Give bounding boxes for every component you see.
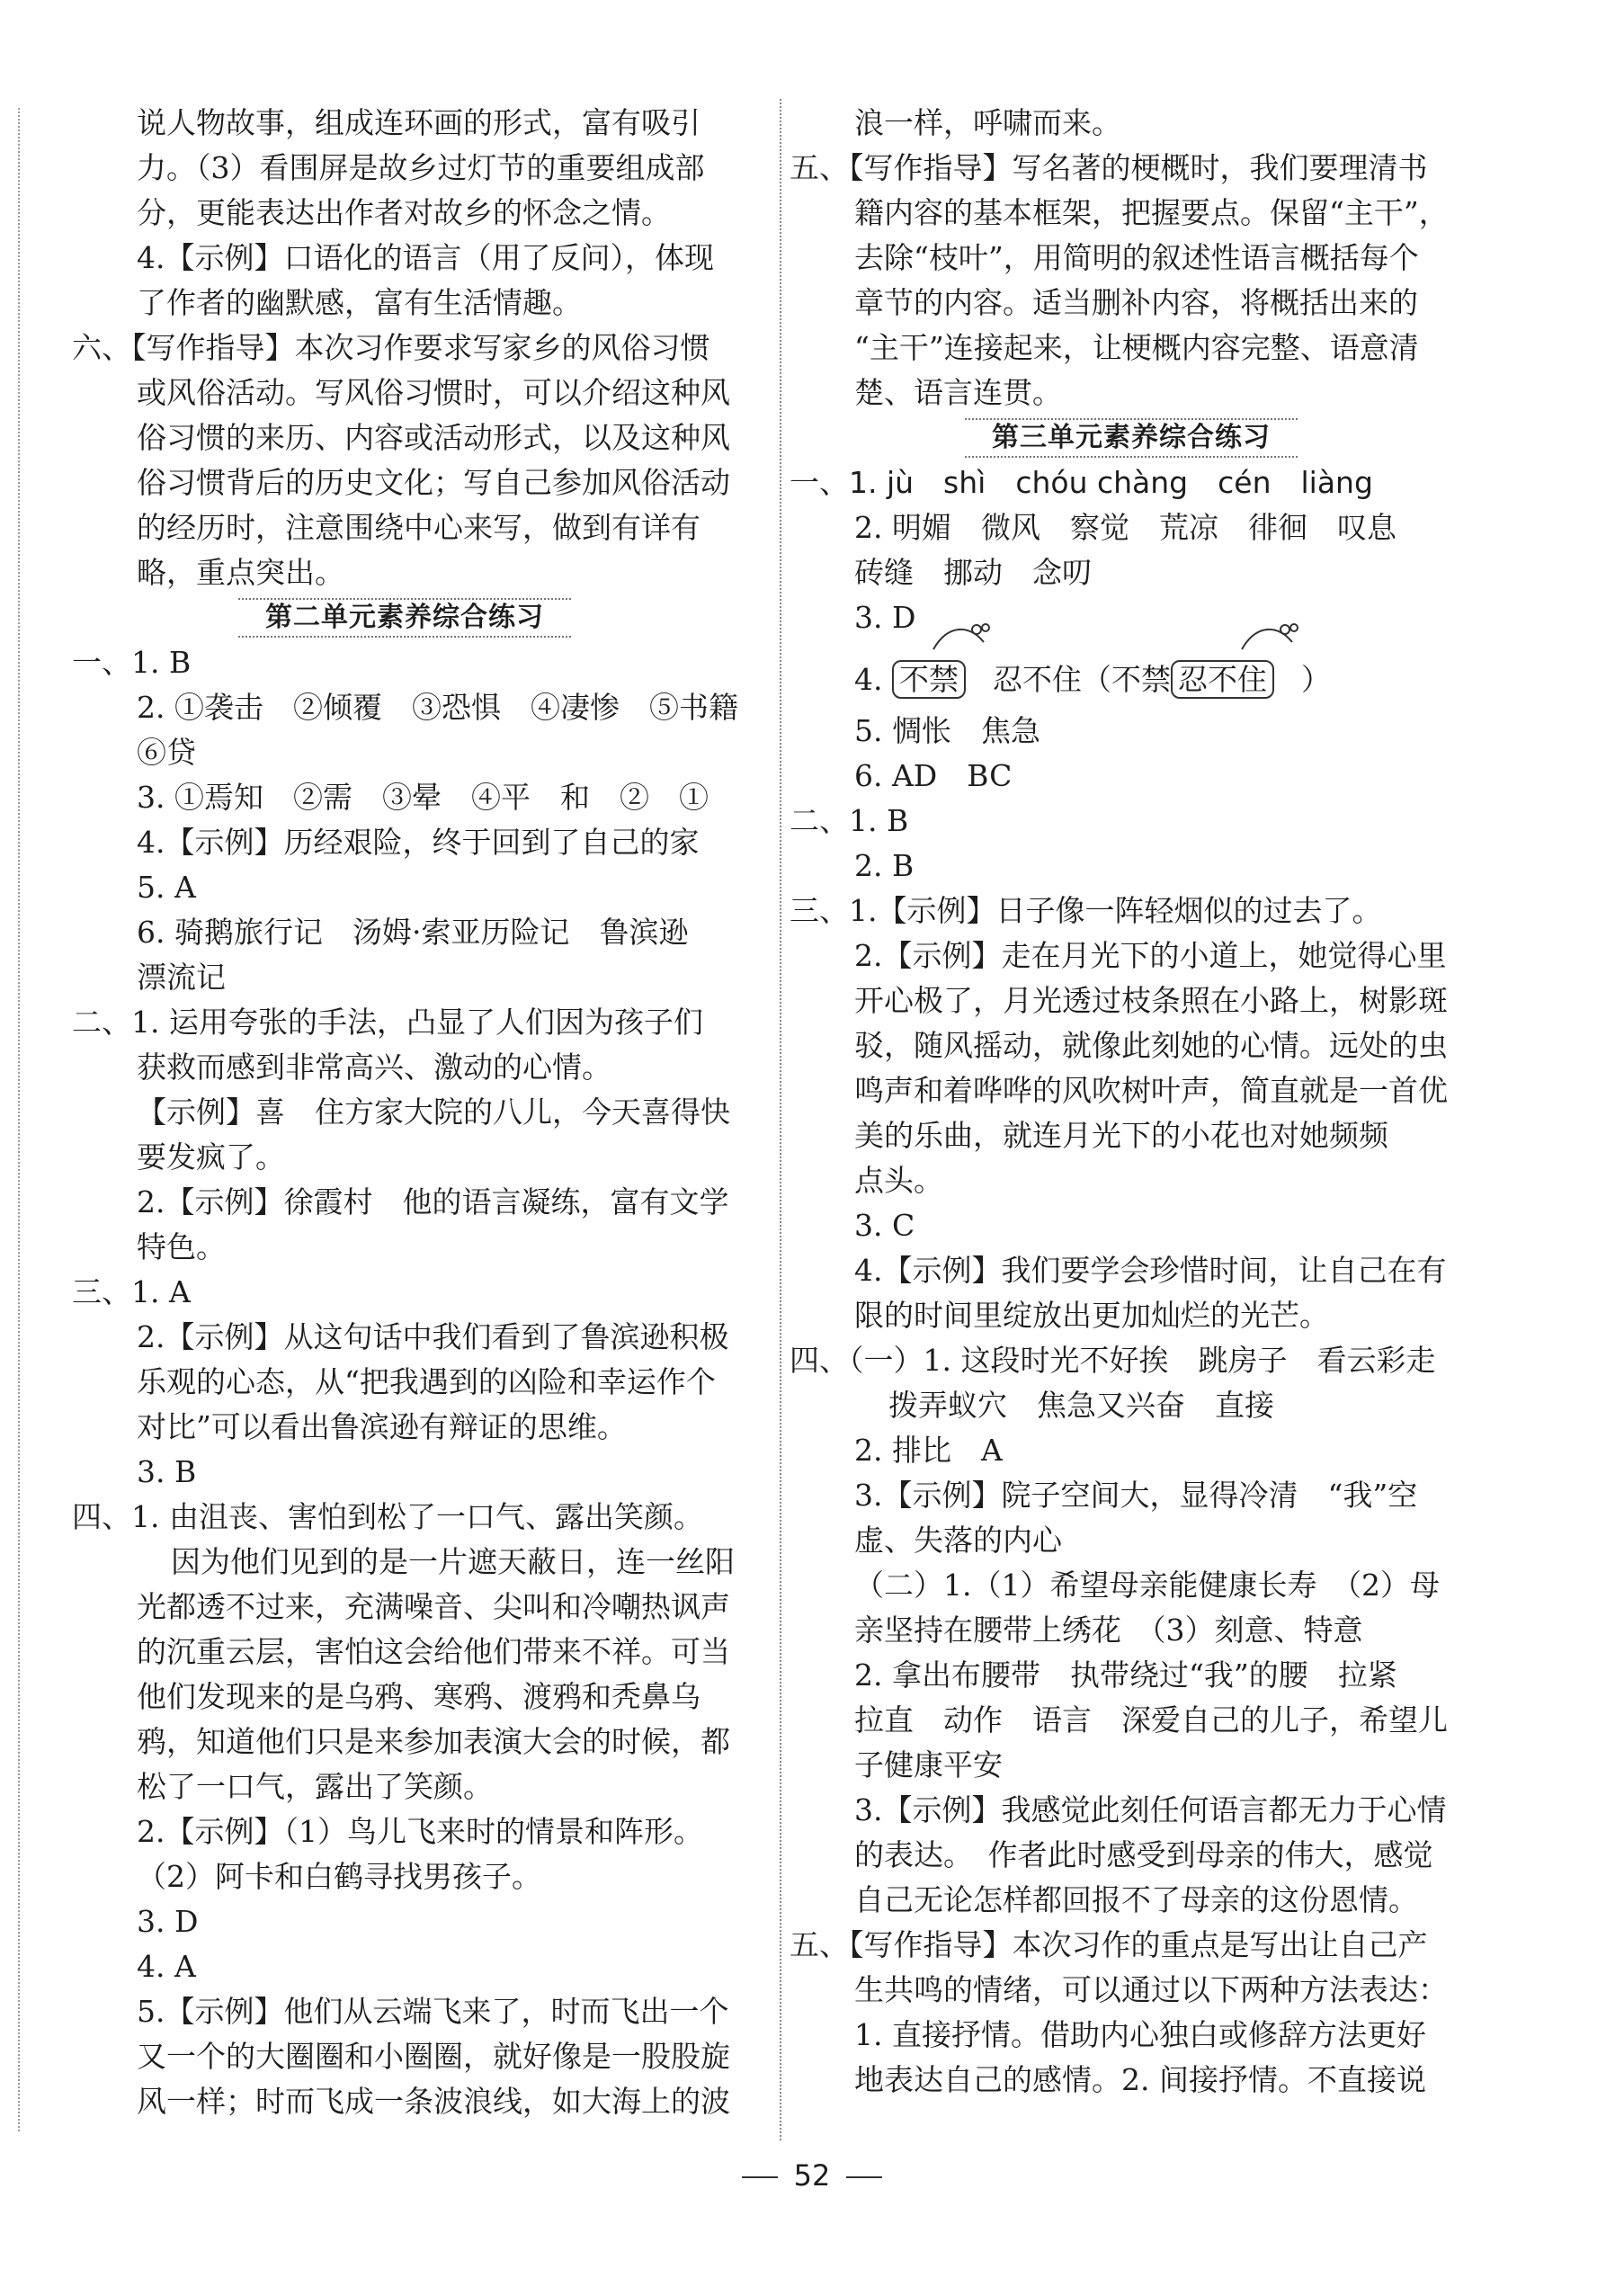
text-line: 6. 骑鹅旅行记 汤姆·索亚历险记 鲁滨逊 xyxy=(137,915,689,950)
item-text: 忍不住（不禁 xyxy=(993,662,1171,697)
text-line: 虚、失落的内心 xyxy=(854,1523,1062,1558)
boxed-word: 忍不住 xyxy=(1171,660,1274,699)
page-number: 52 xyxy=(793,2158,831,2193)
text-line: 5. 惆怅 焦急 xyxy=(854,713,1040,748)
text-line: 力。（3）看围屏是故乡过灯节的重要组成部 xyxy=(137,150,705,185)
text-line: 2.【示例】（1）鸟儿飞来时的情景和阵形。 xyxy=(137,1814,703,1849)
text-line: 2.【示例】徐霞村 他的语言凝练，富有文学 xyxy=(137,1184,729,1219)
text-line: 3.【示例】我感觉此刻任何语言都无力于心情 xyxy=(854,1792,1447,1827)
text-line: 地表达自己的感情。2. 间接抒情。不直接说 xyxy=(854,2062,1426,2097)
text-line: 6. AD BC xyxy=(854,758,1013,793)
text-line: （二）1.（1）希望母亲能健康长寿 （2）母 xyxy=(854,1568,1440,1603)
swap-mark-icon xyxy=(930,621,993,653)
right-column xyxy=(790,101,1473,2103)
text-line: 点头。 xyxy=(854,1163,943,1198)
text-line: 2. 拿出布腰带 执带绕过“我”的腰 拉紧 xyxy=(854,1657,1397,1693)
text-line: 风一样；时而飞成一条波浪线，如大海上的波 xyxy=(137,2084,730,2119)
correction-item xyxy=(790,651,1473,709)
text-line: 1. 直接抒情。借助内心独白或修辞方法更好 xyxy=(854,2017,1426,2052)
text-line: 五、【写作指导】本次习作的重点是写出让自己产 xyxy=(790,1927,1428,1962)
text-line: 获救而感到非常高兴、激动的心情。 xyxy=(137,1050,611,1085)
text-line: 要发疯了。 xyxy=(137,1139,285,1175)
text-line: （2）阿卡和白鹤寻找男孩子。 xyxy=(137,1859,541,1894)
text-line: 或风俗活动。写风俗习惯时，可以介绍这种风 xyxy=(137,375,730,410)
text-line: 光都透不过来，充满噪音、尖叫和冷嘲热讽声 xyxy=(137,1589,730,1624)
text-line: 去除“枝叶”，用简明的叙述性语言概括每个 xyxy=(854,240,1419,275)
text-line: 4.【示例】口语化的语言（用了反问），体现 xyxy=(137,240,714,275)
text-line: 砖缝 挪动 念叨 xyxy=(854,555,1092,590)
text-line: 5.【示例】他们从云端飞来了，时而飞出一个 xyxy=(137,1994,729,2029)
text-line: 4. A xyxy=(137,1949,196,1984)
text-line: 拉直 动作 语言 深爱自己的儿子，希望儿 xyxy=(854,1702,1448,1737)
item-text: ） xyxy=(1301,662,1331,697)
text-line: 二、1. 运用夸张的手法，凸显了人们因为孩子们 xyxy=(72,1005,703,1040)
column-separator xyxy=(780,99,781,2140)
text-line: 亲坚持在腰带上绣花 （3）刻意、特意 xyxy=(854,1612,1363,1648)
text-line: 2.【示例】走在月光下的小道上，她觉得心里 xyxy=(854,938,1447,973)
text-line: 限的时间里绽放出更加灿烂的光芒。 xyxy=(854,1298,1329,1333)
section-heading-unit-3: 第三单元素养综合练习 xyxy=(790,415,1473,460)
page-footer xyxy=(0,2158,1624,2193)
footer-rule xyxy=(846,2176,882,2178)
text-line: 的经历时，注意围绕中心来写，做到有详有 xyxy=(137,510,700,545)
text-line: 俗习惯的来历、内容或活动形式，以及这种风 xyxy=(137,420,730,455)
text-line: 五、【写作指导】写名著的梗概时，我们要理清书 xyxy=(790,150,1428,185)
text-line: 一、1. jù shì chóu chàng cén liàng xyxy=(790,465,1373,500)
text-line: 5. A xyxy=(137,870,196,905)
text-line: 三、1.【示例】日子像一阵轻烟似的过去了。 xyxy=(790,893,1382,928)
text-line: 3. ①焉知 ②需 ③晕 ④平 和 ② ① xyxy=(137,780,709,815)
text-line: 二、1. B xyxy=(790,803,909,838)
text-line: 美的乐曲，就连月光下的小花也对她频频 xyxy=(854,1118,1388,1153)
text-line: 籍内容的基本框架，把握要点。保留“主干”， xyxy=(854,195,1449,230)
text-line: 楚、语言连贯。 xyxy=(854,375,1062,410)
text-line: 略，重点突出。 xyxy=(137,555,344,590)
text-line: 驳，随风摇动，就像此刻她的心情。远处的虫 xyxy=(854,1028,1448,1063)
text-line: 三、1. A xyxy=(72,1274,191,1309)
text-line: 3. D xyxy=(137,1904,199,1939)
text-line: 又一个的大圈圈和小圈圈，就好像是一股股旋 xyxy=(137,2039,730,2074)
text-line: ⑥贷 xyxy=(137,735,196,770)
text-line: 2. ①袭击 ②倾覆 ③恐惧 ④凄惨 ⑤书籍 xyxy=(137,690,738,725)
left-margin-rule xyxy=(18,108,20,2131)
boxed-word: 不禁 xyxy=(892,660,966,699)
text-line: 特色。 xyxy=(137,1229,226,1264)
text-line: 因为他们见到的是一片遮天蔽日，连一丝阳 xyxy=(171,1544,735,1579)
footer-rule xyxy=(742,2176,778,2178)
text-line: 鸦，知道他们只是来参加表演大会的时候，都 xyxy=(137,1724,730,1759)
text-line: 2. 排比 A xyxy=(854,1433,1003,1468)
text-line: 一、1. B xyxy=(72,645,192,680)
text-line: 2. B xyxy=(854,848,915,883)
text-line: 开心极了，月光透过枝条照在小路上，树影斑 xyxy=(854,983,1448,1018)
text-line: 分，更能表达出作者对故乡的怀念之情。 xyxy=(137,195,671,230)
text-line: 他们发现来的是乌鸦、寒鸦、渡鸦和秃鼻乌 xyxy=(137,1679,700,1714)
text-line: 拨弄蚁穴 焦急又兴奋 直接 xyxy=(888,1388,1274,1423)
swap-mark-icon xyxy=(1238,621,1301,653)
text-line: 四、1. 由沮丧、害怕到松了一口气、露出笑颜。 xyxy=(72,1499,703,1534)
text-line: 子健康平安 xyxy=(854,1747,1003,1782)
text-line: “主干”连接起来，让梗概内容完整、语意清 xyxy=(854,330,1419,365)
text-line: 俗习惯背后的历史文化；写自己参加风俗活动 xyxy=(137,465,730,500)
text-line: 3. D xyxy=(854,600,916,635)
text-line: 六、【写作指导】本次习作要求写家乡的风俗习惯 xyxy=(72,330,710,365)
text-line: 了作者的幽默感，富有生活情趣。 xyxy=(137,285,582,320)
text-line: 乐观的心态，从“把我遇到的凶险和幸运作个 xyxy=(137,1364,716,1399)
text-line: 章节的内容。适当删补内容，将概括出来的 xyxy=(854,285,1418,320)
text-line: 3.【示例】院子空间大，显得冷清 “我”空 xyxy=(854,1478,1418,1513)
text-line: 浪一样，呼啸而来。 xyxy=(854,105,1121,140)
text-line: 3. B xyxy=(137,1454,197,1489)
text-line: 说人物故事，组成连环画的形式，富有吸引 xyxy=(137,105,700,140)
text-line: 4.【示例】我们要学会珍惜时间，让自己在有 xyxy=(854,1253,1447,1288)
section-heading-unit-2: 第二单元素养综合练习 xyxy=(72,595,737,640)
item-number: 4. xyxy=(854,662,883,697)
text-line: 生共鸣的情绪，可以通过以下两种方法表达： xyxy=(854,1972,1448,2007)
text-line: 的沉重云层，害怕这会给他们带来不祥。可当 xyxy=(137,1634,730,1669)
text-line: 3. C xyxy=(854,1208,915,1243)
text-line: 4.【示例】历经艰险，终于回到了自己的家 xyxy=(137,825,700,860)
text-line: 松了一口气，露出了笑颜。 xyxy=(137,1769,493,1804)
text-line: 鸣声和着哗哗的风吹树叶声，简直就是一首优 xyxy=(854,1073,1448,1108)
text-line: 四、（一）1. 这段时光不好挨 跳房子 看云彩走 xyxy=(790,1343,1436,1378)
text-line: 对比”可以看出鲁滨逊有辩证的思维。 xyxy=(137,1409,627,1444)
text-line: 漂流记 xyxy=(137,960,226,995)
left-column xyxy=(72,101,737,2124)
text-line: 自己无论怎样都回报不了母亲的这份恩情。 xyxy=(854,1882,1418,1917)
text-line: 的表达。 作者此时感受到母亲的伟大，感觉 xyxy=(854,1837,1433,1872)
text-line: 2.【示例】从这句话中我们看到了鲁滨逊积极 xyxy=(137,1319,729,1354)
text-line: 2. 明媚 微风 察觉 荒凉 徘徊 叹息 xyxy=(854,510,1396,545)
text-line: 【示例】喜 住方家大院的八儿，今天喜得快 xyxy=(137,1094,730,1130)
